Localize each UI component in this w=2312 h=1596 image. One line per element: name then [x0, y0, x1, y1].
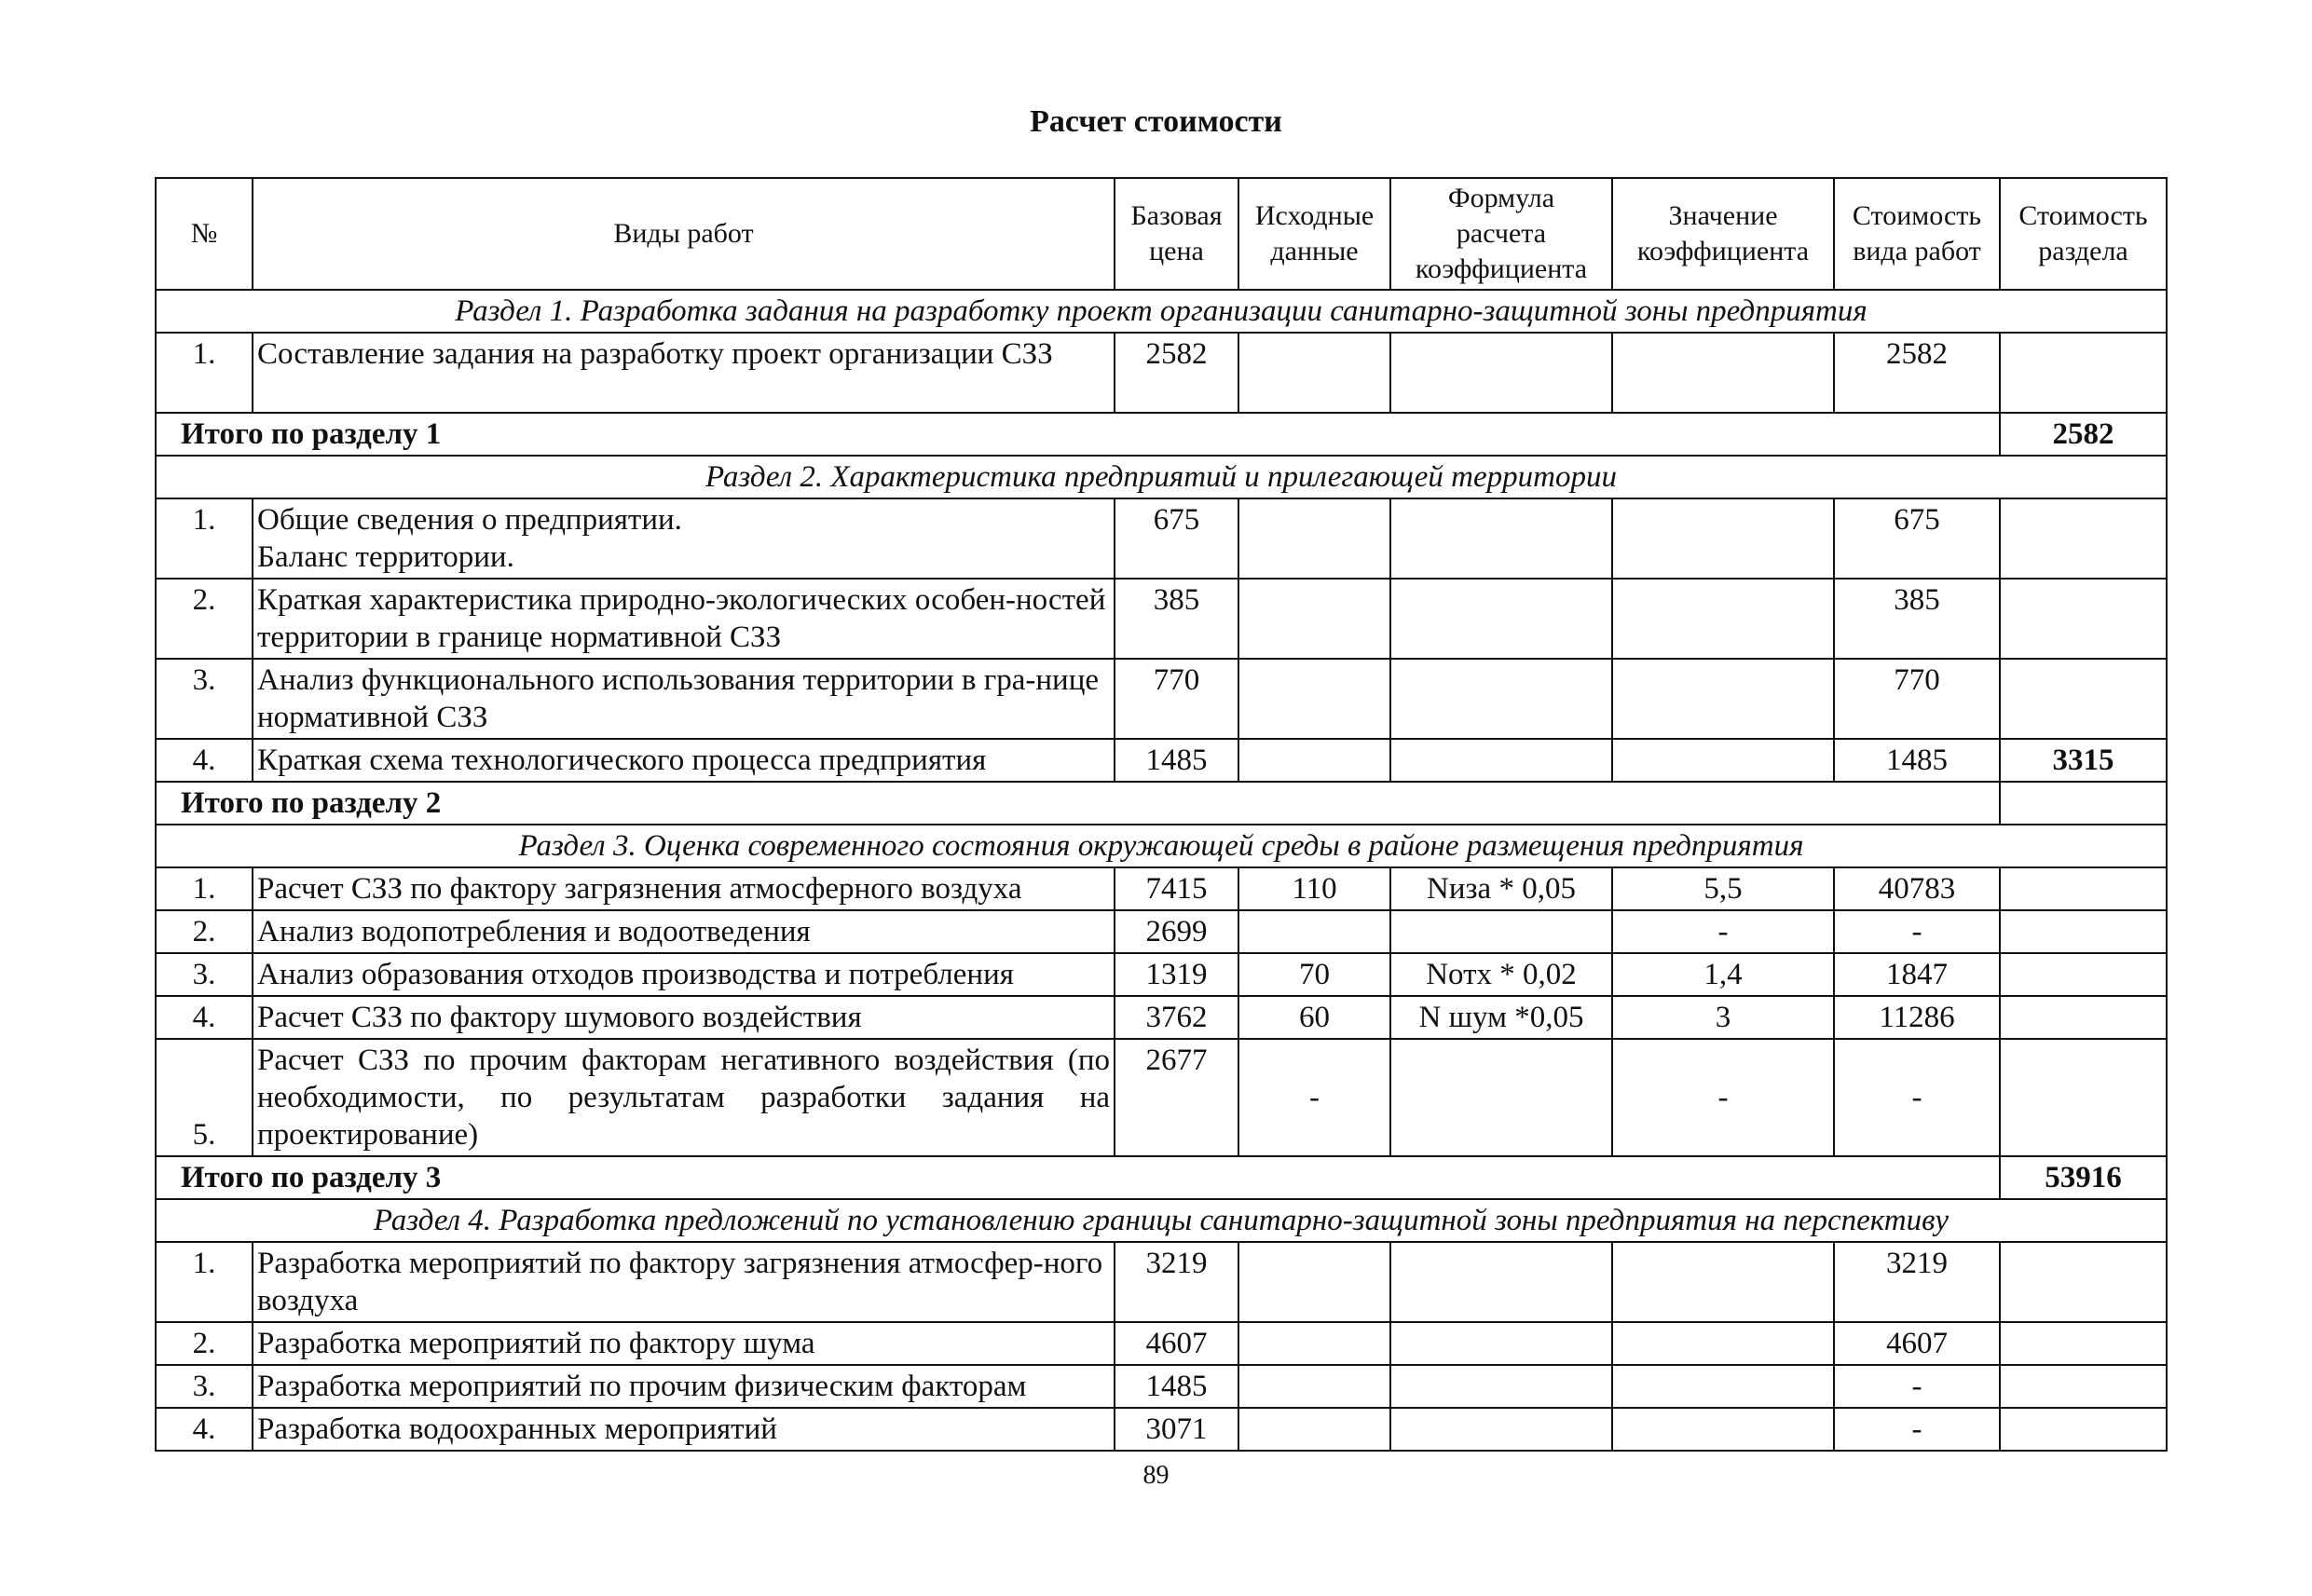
input-data [1238, 1408, 1390, 1451]
work-cost: 385 [1834, 579, 2000, 659]
header-coefficient: Значение коэффициента [1612, 178, 1834, 290]
work-name: Разработка мероприятий по прочим физическим факторам [253, 1365, 1115, 1408]
section-cost [2000, 1242, 2167, 1322]
table-row [156, 739, 2167, 782]
page-title: Расчет стоимости [1030, 104, 1282, 139]
total-value: 2582 [2000, 413, 2167, 456]
section-cost [2000, 1039, 2167, 1156]
header-work: Виды работ [253, 178, 1115, 290]
input-data: 70 [1238, 953, 1390, 996]
section-cost [2000, 579, 2167, 659]
section-cost [2000, 867, 2167, 910]
input-data: 60 [1238, 996, 1390, 1039]
base-price: 3071 [1115, 1408, 1238, 1451]
work-name: Анализ образования отходов производства и потребления [253, 953, 1115, 996]
section-cost [2000, 996, 2167, 1039]
row-number: 3. [156, 1365, 253, 1408]
work-cost: - [1834, 1408, 2000, 1451]
work-name: Разработка мероприятий по фактору шума [253, 1322, 1115, 1365]
formula: Nотх * 0,02 [1390, 953, 1612, 996]
coefficient [1612, 1408, 1834, 1451]
base-price: 385 [1115, 579, 1238, 659]
section-title: Раздел 1. Разработка задания на разработку проект организации санитарно-защитной зоны предприятия [156, 290, 2167, 333]
section-row [156, 1199, 2167, 1242]
input-data [1238, 659, 1390, 739]
work-name: Анализ водопотребления и водоотведения [253, 910, 1115, 953]
row-number: 3. [156, 953, 253, 996]
base-price: 4607 [1115, 1322, 1238, 1365]
coefficient [1612, 498, 1834, 579]
formula [1390, 579, 1612, 659]
header-work-cost: Стоимость вида работ [1834, 178, 2000, 290]
table-row [156, 1039, 2167, 1156]
base-price: 1485 [1115, 739, 1238, 782]
work-cost: 4607 [1834, 1322, 2000, 1365]
coefficient [1612, 579, 1834, 659]
section-row [156, 825, 2167, 867]
work-name: Разработка мероприятий по фактору загрязнения атмосфер-ного воздуха [253, 1242, 1115, 1322]
work-cost: 675 [1834, 498, 2000, 579]
section-cost [2000, 910, 2167, 953]
work-name: Краткая схема технологического процесса предприятия [253, 739, 1115, 782]
input-data [1238, 739, 1390, 782]
input-data [1238, 498, 1390, 579]
row-number: 2. [156, 1322, 253, 1365]
coefficient [1612, 1242, 1834, 1322]
header-section-cost: Стоимость раздела [2000, 178, 2167, 290]
work-name: Составление задания на разработку проект организации СЗЗ [253, 333, 1115, 413]
formula [1390, 910, 1612, 953]
coefficient [1612, 1322, 1834, 1365]
total-row [156, 1156, 2167, 1199]
table-row [156, 996, 2167, 1039]
base-price: 1485 [1115, 1365, 1238, 1408]
base-price: 1319 [1115, 953, 1238, 996]
table-header-row [156, 178, 2167, 290]
formula [1390, 1322, 1612, 1365]
section-title: Раздел 2. Характеристика предприятий и прилегающей территории [156, 456, 2167, 498]
coefficient: 3 [1612, 996, 1834, 1039]
formula [1390, 333, 1612, 413]
base-price: 2677 [1115, 1039, 1238, 1156]
work-name: Краткая характеристика природно-экологических особен-ностей территории в границе нормативной СЗЗ [253, 579, 1115, 659]
formula [1390, 1365, 1612, 1408]
coefficient: 1,4 [1612, 953, 1834, 996]
coefficient: - [1612, 1039, 1834, 1156]
total-value: 53916 [2000, 1156, 2167, 1199]
section-cost: 3315 [2000, 739, 2167, 782]
table-row [156, 579, 2167, 659]
row-number: 4. [156, 1408, 253, 1451]
row-number: 1. [156, 1242, 253, 1322]
work-cost: 1485 [1834, 739, 2000, 782]
formula: Nиза * 0,05 [1390, 867, 1612, 910]
work-name: Расчет СЗЗ по фактору шумового воздействия [253, 996, 1115, 1039]
total-label: Итого по разделу 2 [156, 782, 2000, 825]
section-cost [2000, 1365, 2167, 1408]
work-cost: 40783 [1834, 867, 2000, 910]
work-cost: 3219 [1834, 1242, 2000, 1322]
total-row [156, 782, 2167, 825]
page-number: 89 [1142, 1461, 1170, 1490]
input-data: - [1238, 1039, 1390, 1156]
total-label: Итого по разделу 1 [156, 413, 2000, 456]
coefficient [1612, 1365, 1834, 1408]
input-data [1238, 910, 1390, 953]
input-data [1238, 333, 1390, 413]
base-price: 2699 [1115, 910, 1238, 953]
formula [1390, 739, 1612, 782]
table-row [156, 333, 2167, 413]
table-row [156, 910, 2167, 953]
formula [1390, 498, 1612, 579]
work-cost: - [1834, 910, 2000, 953]
table-row [156, 1365, 2167, 1408]
work-name: Общие сведения о предприятии. Баланс территории. [253, 498, 1115, 579]
row-number: 3. [156, 659, 253, 739]
input-data [1238, 1242, 1390, 1322]
base-price: 3219 [1115, 1242, 1238, 1322]
row-number: 1. [156, 498, 253, 579]
work-cost: 770 [1834, 659, 2000, 739]
header-no: № [156, 178, 253, 290]
formula [1390, 659, 1612, 739]
coefficient [1612, 739, 1834, 782]
row-number: 4. [156, 739, 253, 782]
table-row [156, 953, 2167, 996]
coefficient: - [1612, 910, 1834, 953]
row-number: 2. [156, 910, 253, 953]
total-row [156, 413, 2167, 456]
formula: N шум *0,05 [1390, 996, 1612, 1039]
formula [1390, 1242, 1612, 1322]
table-row [156, 1408, 2167, 1451]
input-data [1238, 579, 1390, 659]
section-cost [2000, 333, 2167, 413]
table-row [156, 659, 2167, 739]
coefficient [1612, 659, 1834, 739]
formula [1390, 1039, 1612, 1156]
row-number: 1. [156, 867, 253, 910]
section-cost [2000, 1322, 2167, 1365]
section-row [156, 456, 2167, 498]
row-number: 2. [156, 579, 253, 659]
coefficient: 5,5 [1612, 867, 1834, 910]
work-cost: 11286 [1834, 996, 2000, 1039]
section-cost [2000, 1408, 2167, 1451]
base-price: 770 [1115, 659, 1238, 739]
base-price: 2582 [1115, 333, 1238, 413]
work-cost: - [1834, 1039, 2000, 1156]
work-cost: 1847 [1834, 953, 2000, 996]
section-cost [2000, 659, 2167, 739]
table-row [156, 1242, 2167, 1322]
header-base-price: Базовая цена [1115, 178, 1238, 290]
table-row [156, 867, 2167, 910]
row-number: 5. [156, 1039, 253, 1156]
input-data: 110 [1238, 867, 1390, 910]
section-row [156, 290, 2167, 333]
base-price: 3762 [1115, 996, 1238, 1039]
cost-table [155, 177, 2168, 1452]
input-data [1238, 1365, 1390, 1408]
table-row [156, 1322, 2167, 1365]
formula [1390, 1408, 1612, 1451]
total-label: Итого по разделу 3 [156, 1156, 2000, 1199]
coefficient [1612, 333, 1834, 413]
section-cost [2000, 498, 2167, 579]
work-cost: 2582 [1834, 333, 2000, 413]
row-number: 4. [156, 996, 253, 1039]
header-formula: Формула расчета коэффициента [1390, 178, 1612, 290]
header-input-data: Исходные данные [1238, 178, 1390, 290]
section-title: Раздел 3. Оценка современного состояния окружающей среды в районе размещения предприятия [156, 825, 2167, 867]
work-name: Расчет СЗЗ по фактору загрязнения атмосферного воздуха [253, 867, 1115, 910]
work-name: Расчет СЗЗ по прочим факторам негативного воздействия (по необходимости, по результатам разработки задания на проектирование) [253, 1039, 1115, 1156]
total-value [2000, 782, 2167, 825]
table-row [156, 498, 2167, 579]
work-cost: - [1834, 1365, 2000, 1408]
work-name: Анализ функционального использования территории в гра-нице нормативной СЗЗ [253, 659, 1115, 739]
section-title: Раздел 4. Разработка предложений по установлению границы санитарно-защитной зоны предприятия на перспективу [156, 1199, 2167, 1242]
input-data [1238, 1322, 1390, 1365]
section-cost [2000, 953, 2167, 996]
work-name: Разработка водоохранных мероприятий [253, 1408, 1115, 1451]
row-number: 1. [156, 333, 253, 413]
base-price: 675 [1115, 498, 1238, 579]
base-price: 7415 [1115, 867, 1238, 910]
